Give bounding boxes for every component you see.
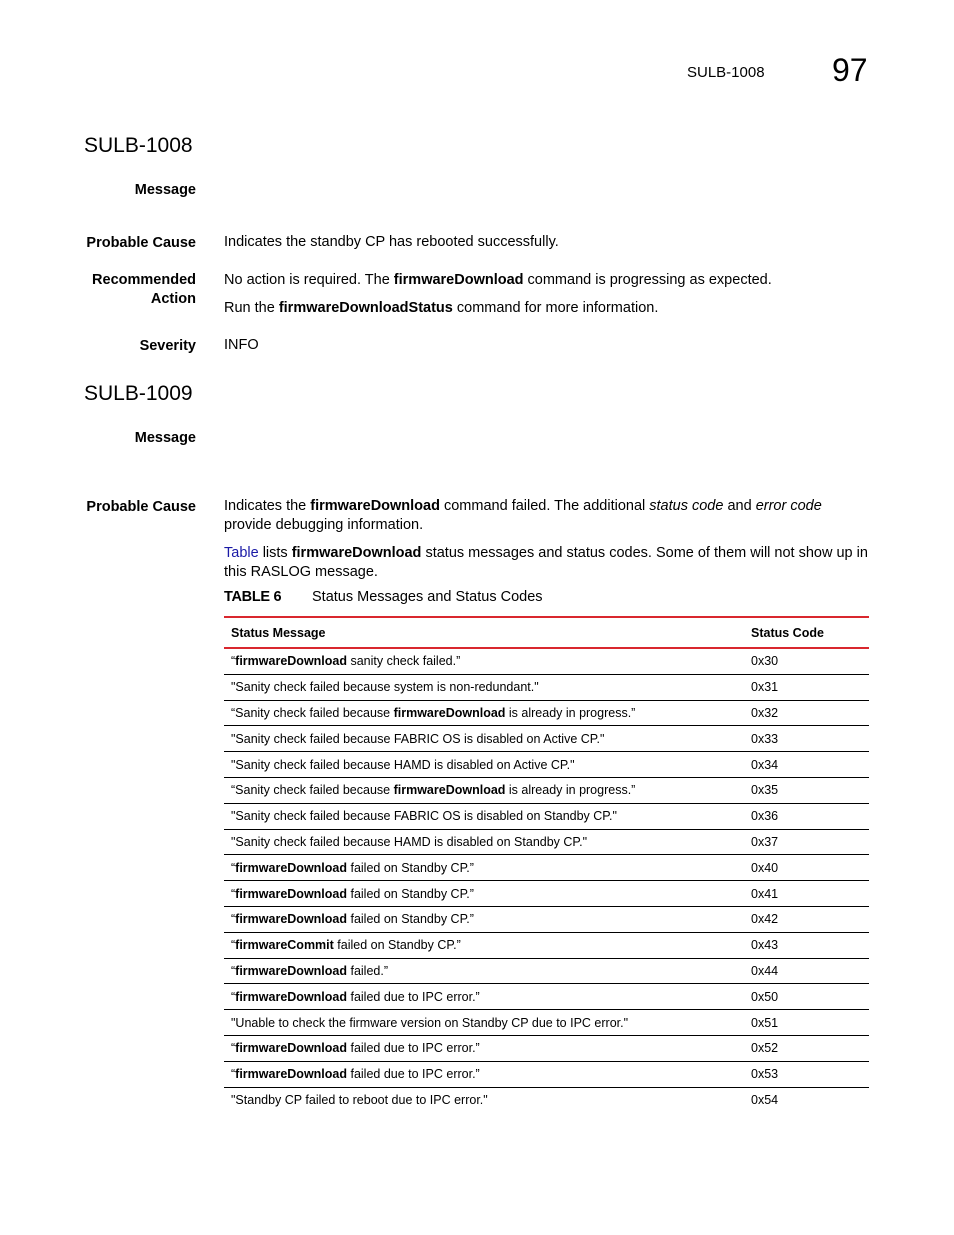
table-row xyxy=(224,932,869,958)
running-header-section: SULB-1008 xyxy=(687,64,765,81)
table-row xyxy=(224,1061,869,1087)
text-run: “ xyxy=(231,989,236,1004)
text-run: failed due to IPC error.” xyxy=(347,989,480,1004)
command-name: firmwareDownload xyxy=(393,272,524,288)
status-message-cell xyxy=(224,881,744,907)
text-run: command for more information. xyxy=(452,300,659,316)
text-run: No action is required. The xyxy=(224,272,394,288)
chapter-number: 97 xyxy=(832,52,868,88)
text-run: "Sanity check failed because HAMD is disabled on Standby CP." xyxy=(231,834,588,849)
text-run: “ xyxy=(231,1067,236,1082)
command-name: firmwareDownload xyxy=(235,989,347,1004)
text-run: command is progressing as expected. xyxy=(523,272,772,288)
table-row xyxy=(224,984,869,1010)
status-code-cell: 0x37 xyxy=(744,829,869,855)
status-code-cell: 0x35 xyxy=(744,777,869,803)
text-run: "Sanity check failed because HAMD is disabled on Active CP." xyxy=(231,757,575,772)
text-run: “ xyxy=(231,860,236,875)
text-run: "Sanity check failed because FABRIC OS is disabled on Standby CP." xyxy=(231,809,617,824)
recommended-action-label-line2: Action xyxy=(150,291,196,307)
status-code-cell: 0x32 xyxy=(744,700,869,726)
text-run: sanity check failed.” xyxy=(347,654,461,669)
text-run: lists xyxy=(258,545,292,561)
status-code-cell: 0x40 xyxy=(744,855,869,881)
message-label: Message xyxy=(134,430,196,446)
status-code-cell: 0x50 xyxy=(744,984,869,1010)
table-number: TABLE 6 xyxy=(224,589,282,605)
probable-cause-paragraph-2 xyxy=(224,544,869,582)
status-message-cell xyxy=(224,1087,744,1112)
command-name: firmwareDownload xyxy=(310,498,440,514)
emphasis-error-code: error code xyxy=(755,498,822,514)
status-code-cell: 0x41 xyxy=(744,881,869,907)
status-message-cell xyxy=(224,855,744,881)
command-name: firmwareDownload xyxy=(235,860,347,875)
command-name: firmwareDownload xyxy=(393,705,506,720)
command-name: firmwareDownload xyxy=(235,1067,347,1082)
recommended-action-line2 xyxy=(224,299,869,318)
table-row xyxy=(224,829,869,855)
status-code-cell: 0x52 xyxy=(744,1035,869,1061)
table-row xyxy=(224,803,869,829)
table-title: Status Messages and Status Codes xyxy=(312,589,543,605)
probable-cause-text: Indicates the standby CP has rebooted successfully. xyxy=(224,234,559,250)
status-message-cell xyxy=(224,932,744,958)
message-label: Message xyxy=(134,182,196,198)
table-row xyxy=(224,958,869,984)
status-message-cell xyxy=(224,1010,744,1036)
table-row xyxy=(224,1010,869,1036)
text-run: failed on Standby CP.” xyxy=(347,860,474,875)
status-message-cell xyxy=(224,958,744,984)
text-run: "Unable to check the firmware version on Standby CP due to IPC error." xyxy=(231,1015,629,1030)
status-message-cell xyxy=(224,700,744,726)
emphasis-status-code: status code xyxy=(649,498,724,514)
table-row xyxy=(224,855,869,881)
text-run: failed due to IPC error.” xyxy=(347,1067,480,1082)
status-codes-table xyxy=(224,616,869,1112)
text-run: "Sanity check failed because system is non-redundant." xyxy=(231,680,539,695)
text-run: command failed. The additional xyxy=(439,498,650,514)
severity-label: Severity xyxy=(139,338,196,354)
text-run: “Sanity check failed because xyxy=(231,783,394,798)
table-row xyxy=(224,648,869,674)
status-code-cell: 0x53 xyxy=(744,1061,869,1087)
recommended-action-label xyxy=(92,271,196,309)
status-code-cell: 0x54 xyxy=(751,1092,779,1107)
text-run: “ xyxy=(231,963,236,978)
section-title-sulb-1008: SULB-1008 xyxy=(84,134,193,157)
status-message-cell xyxy=(224,803,744,829)
command-name: firmwareDownload xyxy=(235,963,347,978)
recommended-action-label-line1: Recommended xyxy=(92,272,196,288)
command-name: firmwareDownloadStatus xyxy=(278,300,453,316)
command-name: firmwareDownload xyxy=(235,912,347,927)
status-code-cell: 0x33 xyxy=(744,726,869,752)
status-code-cell: 0x44 xyxy=(744,958,869,984)
recommended-action-line1 xyxy=(224,271,869,290)
text-run: “ xyxy=(231,1041,236,1056)
table-body xyxy=(224,648,869,1112)
command-name: firmwareCommit xyxy=(235,938,334,953)
command-name: firmwareDownload xyxy=(235,1041,347,1056)
text-run: "Sanity check failed because FABRIC OS is disabled on Active CP." xyxy=(231,731,605,746)
text-run: “ xyxy=(231,886,236,901)
text-run: status messages and status codes. Some of them will not show up in this RASLOG message. xyxy=(224,545,868,580)
text-run: is already in progress.” xyxy=(505,705,636,720)
status-code-cell: 0x31 xyxy=(744,674,869,700)
text-run: failed on Standby CP.” xyxy=(347,886,474,901)
text-run: “ xyxy=(231,912,236,927)
probable-cause-paragraph-1 xyxy=(224,497,869,535)
status-message-cell xyxy=(224,752,744,778)
table-row xyxy=(224,881,869,907)
status-code-cell: 0x42 xyxy=(744,906,869,932)
table-row xyxy=(224,1035,869,1061)
text-run: is already in progress.” xyxy=(505,783,636,798)
text-run: Run the xyxy=(224,300,279,316)
text-run: failed.” xyxy=(347,963,388,978)
status-code-cell: 0x43 xyxy=(744,932,869,958)
table-row xyxy=(224,700,869,726)
command-name: firmwareDownload xyxy=(291,545,422,561)
status-message-cell xyxy=(224,674,744,700)
status-code-cell: 0x51 xyxy=(744,1010,869,1036)
status-message-cell xyxy=(224,829,744,855)
table-link[interactable]: Table xyxy=(224,545,259,561)
text-run: failed due to IPC error.” xyxy=(347,1041,480,1056)
command-name: firmwareDownload xyxy=(235,886,347,901)
status-code-cell: 0x36 xyxy=(744,803,869,829)
table-row xyxy=(224,777,869,803)
text-run: “Sanity check failed because xyxy=(231,705,394,720)
text-run: and xyxy=(723,498,756,514)
table-row xyxy=(224,906,869,932)
table-row xyxy=(224,752,869,778)
status-message-cell xyxy=(224,777,744,803)
status-code-cell: 0x34 xyxy=(744,752,869,778)
severity-value: INFO xyxy=(224,337,259,353)
column-header-status-code: Status Code xyxy=(744,617,869,648)
table-row xyxy=(224,1087,869,1112)
table-row xyxy=(224,726,869,752)
column-header-status-message: Status Message xyxy=(224,617,744,648)
text-run: Indicates the xyxy=(224,498,311,514)
text-run: failed on Standby CP.” xyxy=(333,938,461,953)
text-run: "Standby CP failed to reboot due to IPC error." xyxy=(231,1092,488,1107)
text-run: “ xyxy=(231,938,236,953)
table-row xyxy=(224,674,869,700)
status-message-cell xyxy=(224,726,744,752)
probable-cause-label: Probable Cause xyxy=(86,499,196,515)
section-title-sulb-1009: SULB-1009 xyxy=(84,382,193,405)
status-code-cell: 0x30 xyxy=(744,648,869,674)
status-message-cell xyxy=(224,1061,744,1087)
status-message-cell xyxy=(224,984,744,1010)
status-message-cell xyxy=(224,648,744,674)
table-header-row xyxy=(224,617,869,648)
text-run: provide debugging information. xyxy=(224,517,424,533)
table-caption xyxy=(224,589,543,605)
command-name: firmwareDownload xyxy=(235,654,347,669)
command-name: firmwareDownload xyxy=(393,783,506,798)
status-message-cell xyxy=(224,1035,744,1061)
text-run: “ xyxy=(231,654,236,669)
probable-cause-label: Probable Cause xyxy=(86,235,196,251)
text-run: failed on Standby CP.” xyxy=(347,912,474,927)
status-message-cell xyxy=(224,906,744,932)
